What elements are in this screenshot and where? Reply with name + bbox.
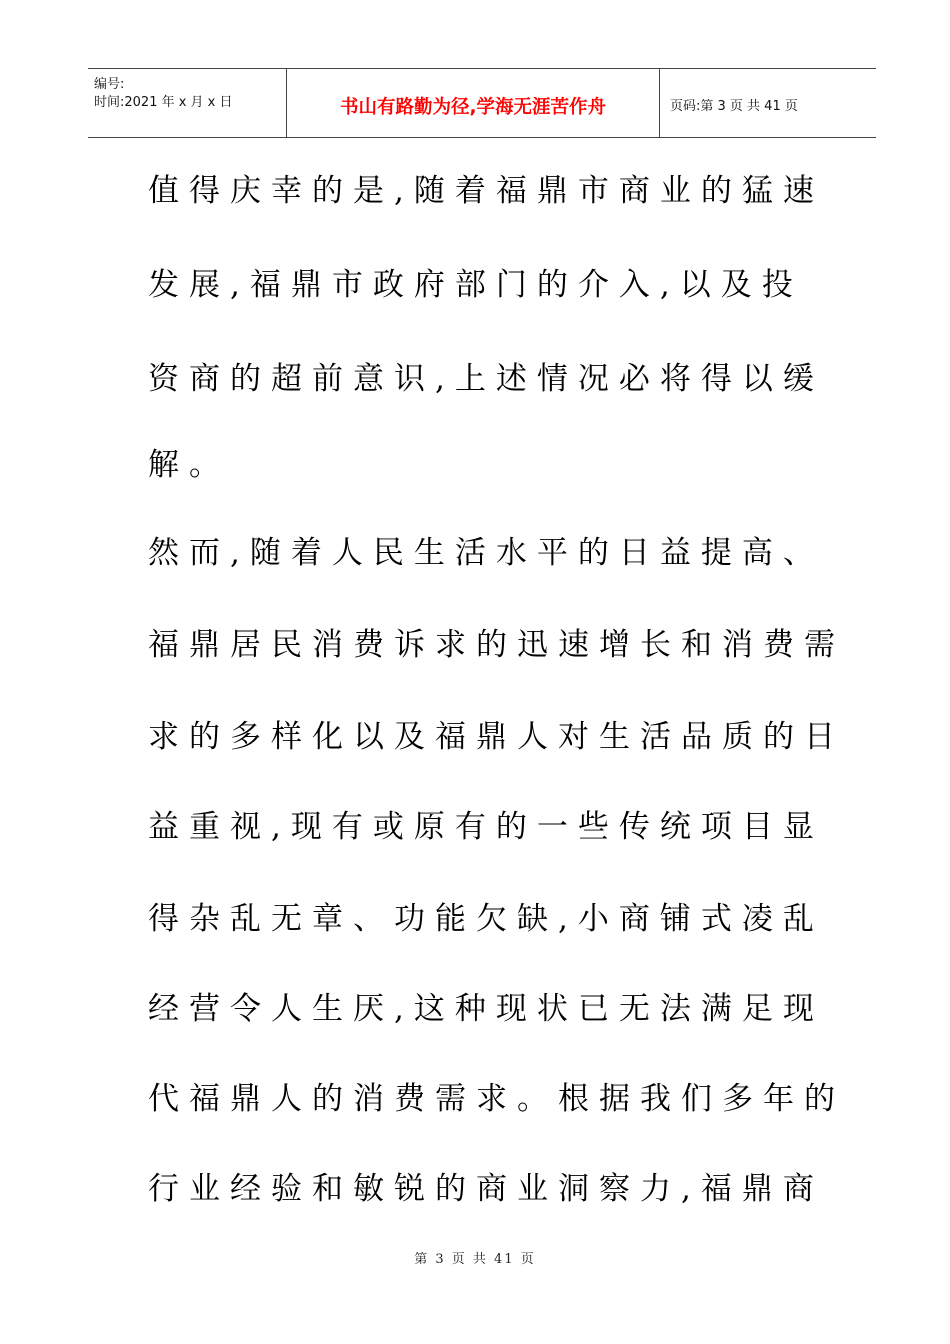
body-line: 福鼎居民消费诉求的迅速增长和消费需: [148, 627, 845, 663]
document-header: [88, 68, 876, 138]
body-line: 然而,随着人民生活水平的日益提高、: [148, 535, 824, 571]
body-line: 得杂乱无章、功能欠缺,小商铺式凌乱: [148, 901, 824, 937]
body-line: 益重视,现有或原有的一些传统项目显: [148, 809, 824, 845]
body-line: 资商的超前意识,上述情况必将得以缓: [148, 361, 824, 397]
header-page-info: 页码:第 3 页 共 41 页: [670, 99, 798, 114]
body-line: 解。: [148, 447, 230, 483]
header-meta-cell: [88, 69, 287, 137]
header-motto-cell: [287, 69, 660, 137]
body-line: 发展,福鼎市政府部门的介入,以及投: [148, 267, 803, 303]
body-line: 经营令人生厌,这种现状已无法满足现: [148, 991, 824, 1027]
document-number-label: 编号:: [94, 77, 125, 92]
body-line: 求的多样化以及福鼎人对生活品质的日: [148, 719, 845, 755]
body-line: 值得庆幸的是,随着福鼎市商业的猛速: [148, 173, 824, 209]
header-motto: 书山有路勤为径,学海无涯苦作舟: [339, 97, 607, 118]
document-time-label: 时间:2021 年 x 月 x 日: [94, 95, 233, 110]
body-line: 代福鼎人的消费需求。根据我们多年的: [148, 1081, 845, 1117]
body-line: 行业经验和敏锐的商业洞察力,福鼎商: [148, 1171, 824, 1207]
header-page-cell: [660, 69, 876, 137]
page-footer: 第 3 页 共 41 页: [414, 1252, 536, 1267]
